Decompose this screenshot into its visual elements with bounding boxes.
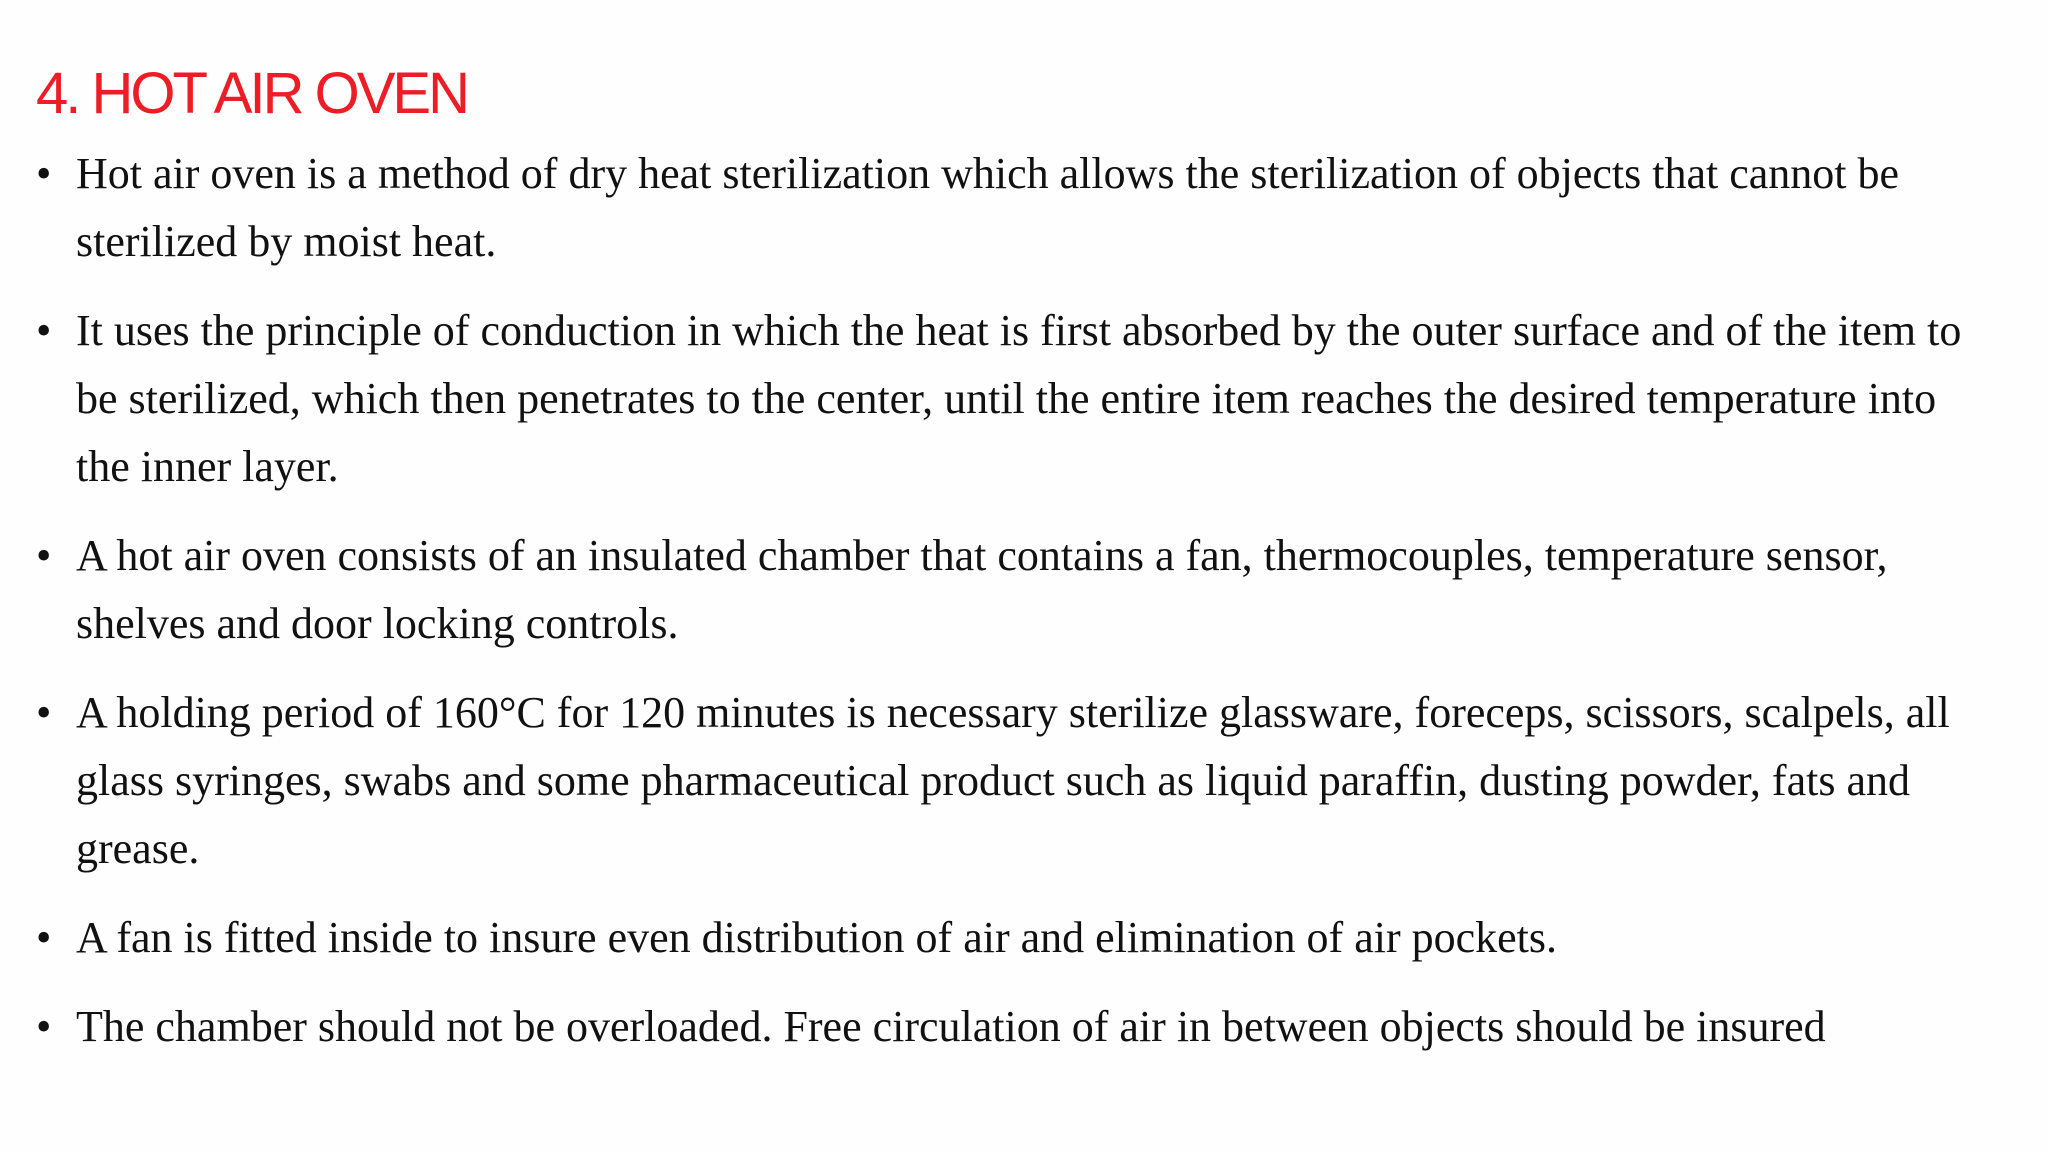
slide-title: 4. HOT AIR OVEN — [36, 61, 467, 126]
bullet-text: The chamber should not be overloaded. Free circulation of air in between objects should be insured — [76, 1002, 1826, 1051]
bullet-item — [36, 993, 1988, 1061]
bullet-item — [36, 140, 1988, 276]
bullet-item — [36, 522, 1988, 658]
bullet-dot-icon: • — [36, 1002, 52, 1051]
bullet-dot-icon: • — [36, 531, 52, 580]
bullet-text: It uses the principle of conduction in which the heat is first absorbed by the outer surface and of the item to be sterilized, which then penetrates to the center, until the entire item reaches the desired temperature into the inner layer. — [76, 306, 1962, 491]
bullet-dot-icon: • — [36, 149, 52, 198]
bullet-text: Hot air oven is a method of dry heat sterilization which allows the sterilization of objects that cannot be sterilized by moist heat. — [76, 149, 1900, 266]
bullet-item — [36, 679, 1988, 883]
bullet-list — [36, 140, 1988, 1061]
bullet-dot-icon: • — [36, 306, 52, 355]
bullet-text: A fan is fitted inside to insure even distribution of air and elimination of air pockets. — [76, 913, 1558, 962]
bullet-item — [36, 904, 1988, 972]
bullet-text: A holding period of 160°C for 120 minutes is necessary sterilize glassware, foreceps, scissors, scalpels, all glass syringes, swabs and some pharmaceutical product such as liquid paraffin, dusting powder, fats and grease. — [76, 688, 1950, 873]
bullet-dot-icon: • — [36, 913, 52, 962]
bullet-dot-icon: • — [36, 688, 52, 737]
bullet-text: A hot air oven consists of an insulated chamber that contains a fan, thermocouples, temperature sensor, shelves and door locking controls. — [76, 531, 1888, 648]
bullet-item — [36, 297, 1988, 501]
